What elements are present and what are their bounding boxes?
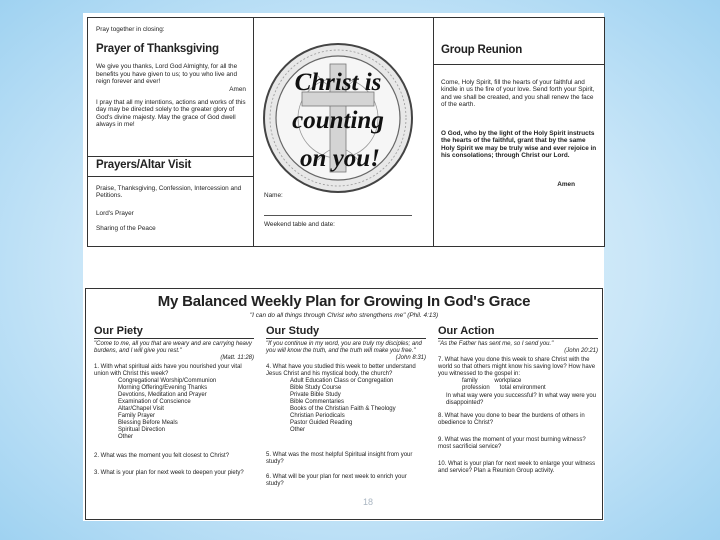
name-label: Name: xyxy=(264,192,283,199)
question-7: 7. What have you done this week to share Christ with the world so that others might know his saving love? How have you witnessed to the gospel in: xyxy=(438,357,596,377)
question-2: 2. What was the moment you felt closest to Christ? xyxy=(94,453,230,459)
spiritual-aid: Altar/Chapel Visit xyxy=(118,406,164,412)
seal-text-line: on you! xyxy=(300,145,380,172)
seal-text-line: Christ is xyxy=(294,69,382,96)
study-item: Private Bible Study xyxy=(290,392,341,398)
action-column xyxy=(438,325,598,475)
reunion-prayer: O God, who by the light of the Holy Spirit instructs the hearts of the faithful, grant that by the same Holy Spirit we may be truly wise and ever rejoice in his consolations; through Christ our Lord. xyxy=(441,130,597,160)
divider xyxy=(253,18,254,246)
reunion-amen: Amen xyxy=(557,181,575,188)
action-reference: (John 20:21) xyxy=(564,348,598,354)
action-title: Our Action xyxy=(438,325,598,339)
thanksgiving-amen: Amen xyxy=(229,85,246,93)
christ-counting-seal xyxy=(260,40,416,196)
question-8: 8. What have you done to bear the burdens of others in obedience to Christ? xyxy=(438,413,585,426)
weekly-plan-card xyxy=(85,288,603,520)
study-verse: "If you continue in my word, you are truly my disciples; and you will know the truth, and the truth will make you free." xyxy=(266,341,422,354)
question-10: 10. What is your plan for next week to enlarge your witness and service? Plan a Reunion Group activity. xyxy=(438,461,596,474)
study-item: Christian Periodicals xyxy=(290,413,345,419)
study-title: Our Study xyxy=(266,325,426,339)
left-column xyxy=(96,22,246,129)
study-reference: (John 8:31) xyxy=(395,355,426,361)
question-3: 3. What is your plan for next week to deepen your piety? xyxy=(94,470,244,476)
table-date-label: Weekend table and date: xyxy=(264,221,335,228)
divider xyxy=(88,176,253,177)
plan-quote: "I can do all things through Christ who strengthens me" (Phil. 4:13) xyxy=(249,312,439,319)
spiritual-aid: Other xyxy=(118,434,134,440)
altar-item: Praise, Thanksgiving, Confession, Intercession and Petitions. xyxy=(96,185,242,200)
right-column xyxy=(441,22,599,56)
altar-title: Prayers/Altar Visit xyxy=(96,159,192,171)
plan-title: My Balanced Weekly Plan for Growing In God's Grace xyxy=(157,293,531,310)
witness-area: profession total environment xyxy=(462,385,546,391)
reunion-title: Group Reunion xyxy=(441,44,523,56)
action-verse: "As the Father has sent me, so I send you." xyxy=(438,341,554,347)
spiritual-aid: Blessing Before Meals xyxy=(118,420,178,426)
question-6: 6. What will be your plan for next week to enrich your study? xyxy=(266,474,407,487)
altar-item: Sharing of the Peace xyxy=(96,225,156,232)
thanksgiving-text: We give you thanks, Lord God Almighty, for all the benefits you have given to us; to you who live and reign forever and ever! xyxy=(96,63,238,86)
offering-text: I pray that all my intentions, actions and works of this day may be directed solely to the greater glory of God's divine majesty. May the grace of God dwell always in me! xyxy=(96,99,246,129)
study-item: Pastor Guided Reading xyxy=(290,420,353,426)
piety-title: Our Piety xyxy=(94,325,254,339)
thanksgiving-title: Prayer of Thanksgiving xyxy=(96,43,219,56)
spiritual-aid: Spiritual Direction xyxy=(118,427,166,433)
study-item: Bible Study Course xyxy=(290,385,342,391)
question-1: 1. With what spiritual aids have you nourished your vital union with Christ this week? xyxy=(94,364,242,377)
question-5: 5. What was the most helpful Spiritual insight from your study? xyxy=(266,452,413,465)
divider xyxy=(433,18,434,246)
seal-text-line: counting xyxy=(292,107,384,134)
pray-together-text: Pray together in closing: xyxy=(96,26,165,33)
spiritual-aid: Devotions, Meditation and Prayer xyxy=(118,392,207,398)
name-line xyxy=(264,215,412,216)
piety-verse: "Come to me, all you that are weary and are carrying heavy burdens, and I will give you rest." xyxy=(94,341,252,354)
question-9: 9. What was the moment of your most burning witness? most sacrificial service? xyxy=(438,437,586,450)
study-item: Other xyxy=(290,427,306,433)
question-4: 4. What have you studied this week to better understand Jesus Christ and his mystical body, the church? xyxy=(266,364,416,377)
spiritual-aid: Congregational Worship/Communion xyxy=(118,378,217,384)
piety-column xyxy=(94,325,254,477)
study-item: Bible Commentaries xyxy=(290,399,345,405)
page-number: 18 xyxy=(363,497,374,507)
piety-reference: (Matt. 11:28) xyxy=(220,355,254,361)
spiritual-aid: Morning Offering/Evening Thanks xyxy=(118,385,208,391)
witness-area: family workplace xyxy=(462,378,522,384)
study-item: Books of the Christian Faith & Theology xyxy=(290,406,396,412)
study-item: Adult Education Class or Congregation xyxy=(290,378,394,384)
study-column xyxy=(266,325,426,488)
altar-item: Lord's Prayer xyxy=(96,210,134,217)
spiritual-aid: Examination of Conscience xyxy=(118,399,191,405)
reunion-text: Come, Holy Spirit, fill the hearts of your faithful and kindle in us the fire of your love. Send forth your Spirit, and we shall be created, and you shall renew the face of the earth. xyxy=(441,79,595,109)
document-page xyxy=(83,13,604,521)
closing-prayer-card xyxy=(87,17,605,247)
divider xyxy=(433,64,604,65)
spiritual-aid: Family Prayer xyxy=(118,413,156,419)
divider xyxy=(88,156,253,157)
question-7b: In what way were you successful? In what way were you disappointed? xyxy=(446,393,597,406)
